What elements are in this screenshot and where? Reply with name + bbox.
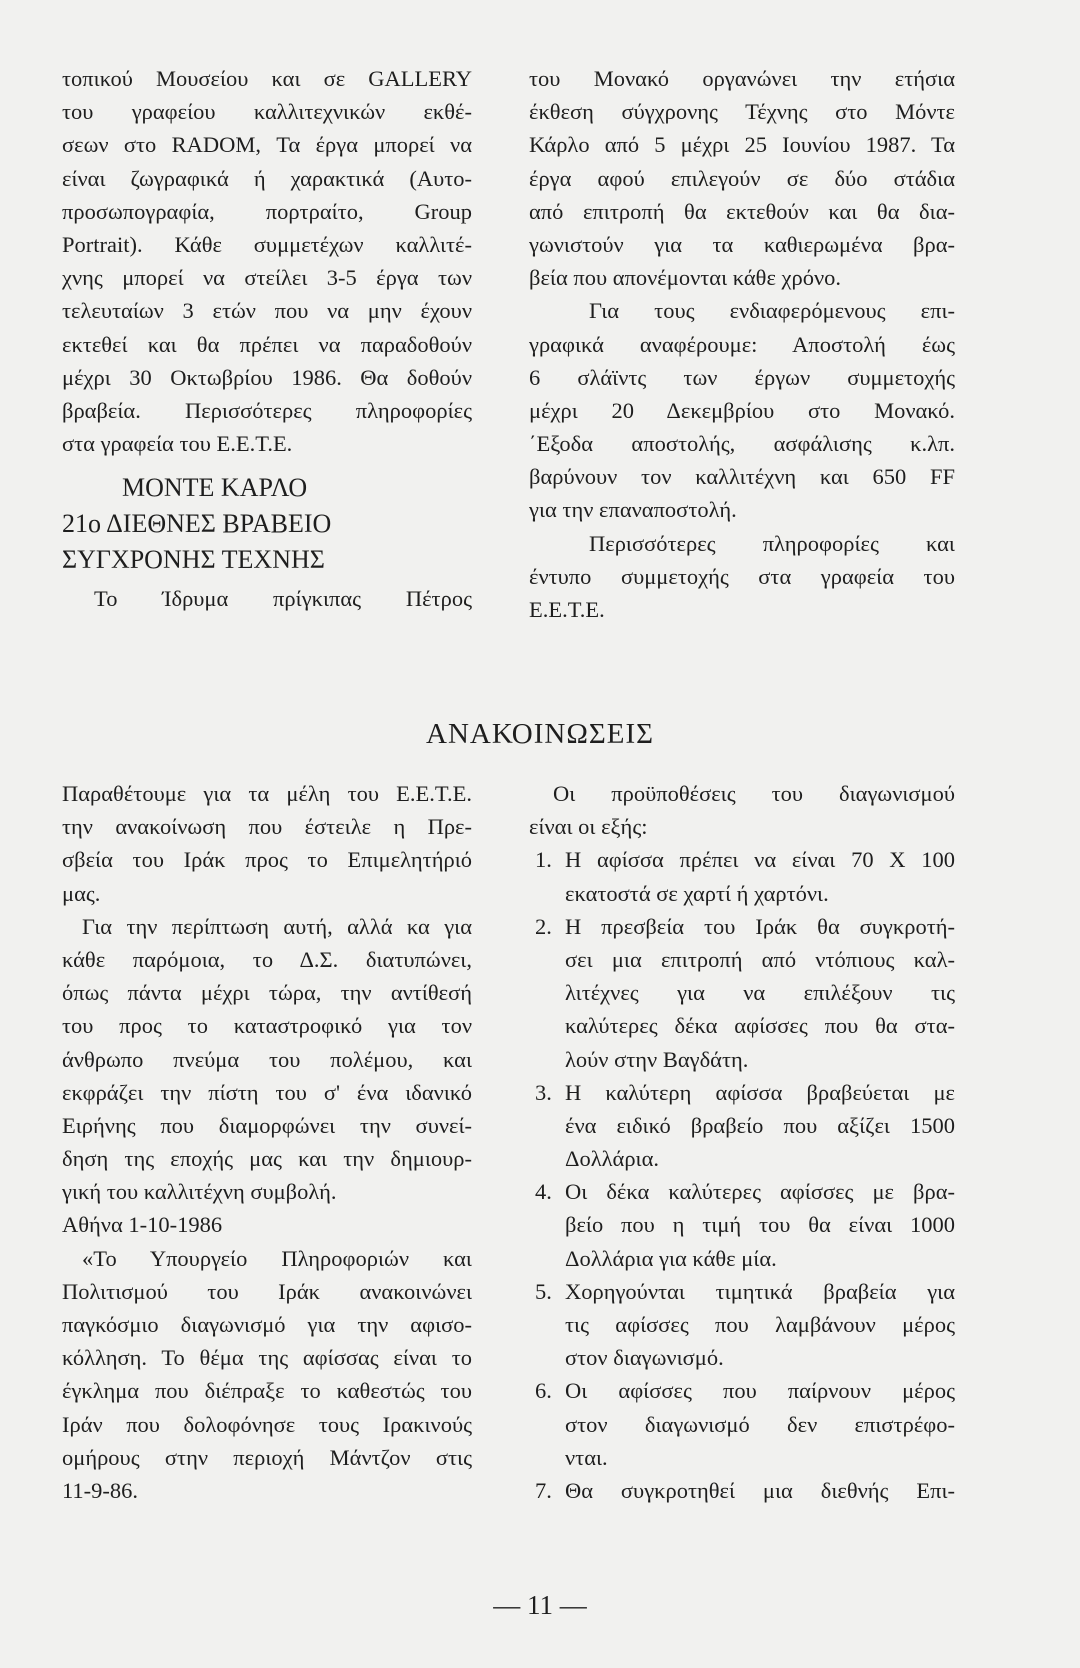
text-line: Portrait). Κάθε συμμετέχων καλλιτέ-: [62, 231, 472, 257]
text-line: λούν στην Βαγδάτη.: [565, 1046, 749, 1072]
text-line: από επιτροπή θα εκτεθούν και θα δια-: [529, 198, 955, 224]
text-line: του προς το καταστροφικό για τον: [62, 1013, 472, 1039]
text-line: κάθε παρόμοια, το Δ.Σ. διατυπώνει,: [62, 946, 472, 972]
text-line: για την επαναποστολή.: [529, 497, 737, 523]
condition-item: [535, 843, 955, 909]
text-line: σεων στο RADOM, Τα έργα μπορεί να: [62, 132, 472, 158]
condition-item: [535, 1076, 955, 1176]
text-line: Δολλάρια.: [565, 1146, 660, 1172]
text-line: Θα συγκροτηθεί μια διεθνής Επι-: [565, 1477, 955, 1503]
text-line: μας.: [62, 880, 101, 906]
submission-paragraph: [529, 294, 955, 526]
conditions-list: [529, 843, 955, 1507]
text-line: σβεία του Ιράκ προς το Επιμελητήριό: [62, 847, 472, 873]
text-line: δηση της εποχής μας και την δημιουρ-: [62, 1146, 472, 1172]
heading-line: ΣΥΓΧΡΟΝΗΣ ΤΕΧΝΗΣ: [62, 545, 325, 575]
text-line: μέχρι 20 Δεκεμβρίου στο Μονακό.: [529, 397, 955, 423]
text-line: ΄Εξοδα αποστολής, ασφάλισης κ.λπ.: [529, 431, 955, 457]
text-line: άνθρωπο πνεύμα του πολέμου, και: [62, 1046, 472, 1072]
text-line: παγκόσμιο διαγωνισμό για την αφισο-: [62, 1312, 472, 1337]
text-line: Για τους ενδιαφερόμενους επι-: [589, 298, 955, 324]
text-line: είναι ζωγραφικά ή χαρακτικά (Αυτο-: [62, 165, 472, 191]
bottom-left-column: [62, 777, 472, 1507]
condition-number: 1.: [535, 847, 552, 873]
text-line: έργα αφού επιλεγούν σε δύο στάδια: [529, 165, 955, 191]
text-line: είναι οι εξής:: [529, 814, 648, 840]
text-line: Πολιτισμού του Ιράκ ανακοινώνει: [62, 1278, 472, 1304]
text-line: καλύτερες δέκα αφίσσες που θα στα-: [565, 1013, 955, 1039]
text-line: σει μια επιτροπή από ντόπιους καλ-: [565, 946, 955, 972]
text-line: Ε.Ε.Τ.Ε.: [529, 597, 605, 622]
text-line: Δολλάρια για κάθε μία.: [565, 1245, 777, 1271]
text-line: του γραφείου καλλιτεχνικών εκθέ-: [62, 99, 472, 125]
text-line: προσωπογραφία, πορτραίτο, Group: [62, 198, 472, 224]
radom-paragraph: [62, 62, 472, 460]
text-line: κόλληση. Το θέμα της αφίσσας είναι το: [62, 1345, 472, 1371]
text-line: Η αφίσσα πρέπει να είναι 70 Χ 100: [565, 847, 955, 873]
text-line: ένα ειδικό βραβείο που αξίζει 1500: [565, 1112, 955, 1138]
section-title: ΑΝΑΚΟΙΝΩΣΕΙΣ: [426, 718, 654, 750]
text-line: Η πρεσβεία του Ιράκ θα συγκροτή-: [565, 913, 955, 939]
condition-number: 2.: [535, 913, 552, 939]
condition-number: 5.: [535, 1278, 552, 1304]
condition-item: [535, 1275, 955, 1375]
text-line: Παραθέτουμε για τα μέλη του Ε.Ε.Τ.Ε.: [62, 781, 472, 806]
text-line: εκτεθεί και θα πρέπει να παραδοθούν: [62, 331, 472, 357]
text-line: στα γραφεία του Ε.Ε.Τ.Ε.: [62, 431, 293, 457]
date-line: Αθήνα 1-10-1986: [62, 1212, 223, 1238]
announcement-intro: [62, 777, 472, 910]
condition-item: [535, 1474, 955, 1507]
monte-carlo-intro: [62, 582, 472, 615]
page-number: — 11 —: [493, 1590, 587, 1620]
text-line: Ειρήνης που διαμορφώνει την συνεί-: [62, 1112, 472, 1138]
top-left-column: [62, 62, 472, 615]
text-line: 6 σλάϊντς των έργων συμμετοχής: [529, 364, 955, 390]
text-line: ομήρους στην περιοχή Μάντζον στις: [62, 1444, 472, 1470]
text-line: λιτέχνες για να επιλέξουν τις: [565, 980, 955, 1006]
text-line: 11-9-86.: [62, 1477, 139, 1503]
monte-carlo-heading: [62, 470, 472, 578]
text-line: την ανακοίνωση που έστειλε η Πρε-: [62, 814, 472, 840]
conditions-intro: [529, 777, 955, 843]
heading-line: 21ο ΔΙΕΘΝΕΣ ΒΡΑΒΕΙΟ: [62, 509, 332, 539]
text-line: βραβεία. Περισσότερες πληροφορίες: [62, 397, 472, 423]
condition-item: [535, 910, 955, 1076]
bottom-right-column: [529, 777, 955, 1507]
text-line: βεία που απονέμονται κάθε χρόνο.: [529, 265, 842, 291]
text-line: Χορηγούνται τιμητικά βραβεία για: [565, 1278, 955, 1304]
text-line: «Το Υπουργείο Πληροφοριών και: [82, 1245, 472, 1271]
condition-number: 4.: [535, 1179, 552, 1205]
ministry-announcement: [62, 1242, 472, 1508]
text-line: τις αφίσσες που λαμβάνουν μέρος: [565, 1312, 955, 1337]
text-line: εκατοστά σε χαρτί ή χαρτόνι.: [565, 880, 829, 906]
text-line: τοπικού Μουσείου και σε GALLERY: [62, 66, 472, 91]
text-line: τελευταίων 3 ετών που να μην έχουν: [62, 298, 472, 324]
text-line: Κάρλο από 5 μέχρι 25 Ιουνίου 1987. Τα: [529, 132, 955, 158]
condition-number: 3.: [535, 1079, 552, 1105]
text-line: βείο που η τιμή του θα είναι 1000: [565, 1212, 955, 1238]
text-line: του Μονακό οργανώνει την ετήσια: [529, 66, 955, 91]
text-line: όπως πάντα μέχρι τώρα, την αντίθεσή: [62, 980, 472, 1006]
condition-item: [535, 1374, 955, 1474]
text-line: έγκλημα που διέπραξε το καθεστώς του: [62, 1378, 472, 1404]
text-line: χνης μπορεί να στείλει 3-5 έργα των: [62, 265, 472, 291]
text-line: γωνιστούν για τα καθιερωμένα βρα-: [529, 231, 955, 257]
text-line: Οι αφίσσες που παίρνουν μέρος: [565, 1378, 955, 1404]
condition-number: 6.: [535, 1378, 552, 1404]
text-line: Περισσότερες πληροφορίες και: [589, 530, 955, 556]
text-line: στον διαγωνισμό δεν επιστρέφο-: [565, 1411, 955, 1437]
text-line: Οι προϋποθέσεις του διαγωνισμού: [553, 781, 955, 806]
condition-number: 7.: [535, 1477, 552, 1503]
text-line: Το Ίδρυμα πρίγκιπας Πέτρος: [94, 586, 472, 612]
exhibition-paragraph: [529, 62, 955, 294]
top-right-column: [529, 62, 955, 626]
text-line: βαρύνουν τον καλλιτέχνη και 650 FF: [529, 464, 955, 490]
board-statement: [62, 910, 472, 1209]
text-line: έκθεση σύγχρονης Τέχνης στο Μόντε: [529, 99, 955, 125]
text-line: στον διαγωνισμό.: [565, 1345, 724, 1371]
text-line: νται.: [565, 1444, 608, 1470]
text-line: εκφράζει την πίστη του σ' ένα ιδανικό: [62, 1079, 472, 1105]
text-line: έντυπο συμμετοχής στα γραφεία του: [529, 563, 955, 589]
text-line: γική του καλλιτέχνη συμβολή.: [62, 1179, 337, 1205]
text-line: γραφικά αναφέρουμε: Αποστολή έως: [529, 331, 955, 357]
text-line: Για την περίπτωση αυτή, αλλά κα για: [82, 913, 472, 939]
text-line: Η καλύτερη αφίσσα βραβεύεται με: [565, 1079, 955, 1105]
text-line: Οι δέκα καλύτερες αφίσσες με βρα-: [565, 1179, 955, 1205]
more-info-paragraph: [529, 527, 955, 627]
text-line: μέχρι 30 Οκτωβρίου 1986. Θα δοθούν: [62, 364, 472, 390]
condition-item: [535, 1175, 955, 1275]
heading-line: ΜΟΝΤΕ ΚΑΡΛΟ: [122, 473, 308, 503]
text-line: Ιράν που δολοφόνησε τους Ιρακινούς: [62, 1411, 472, 1437]
